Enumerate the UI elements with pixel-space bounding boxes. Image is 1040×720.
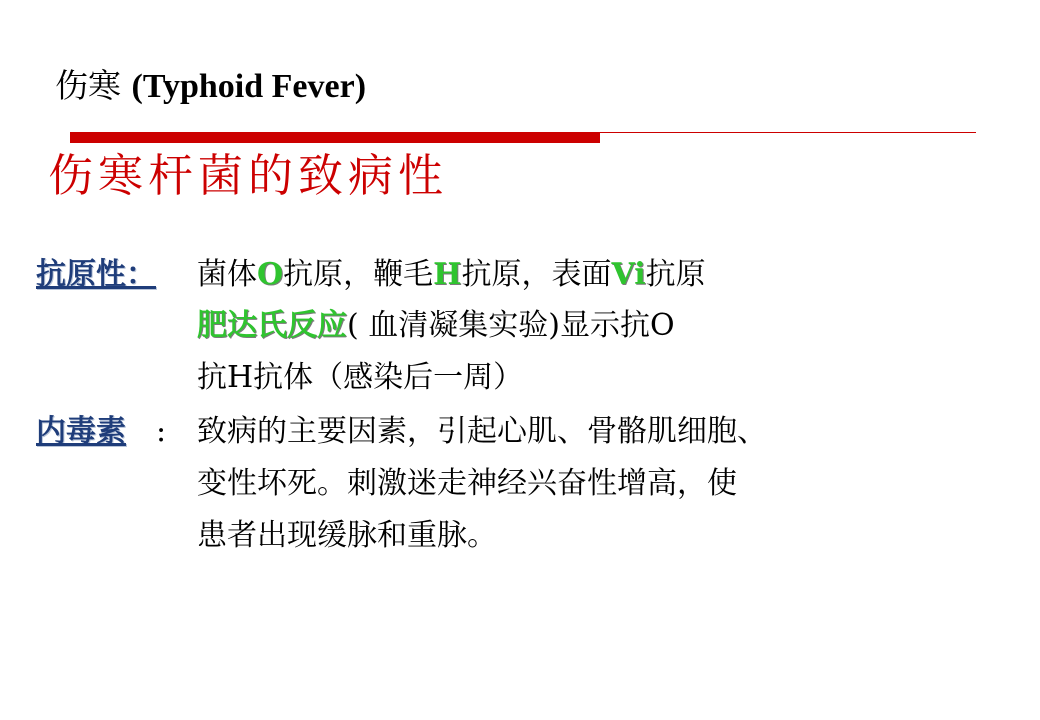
endotoxin-line-3: 患者出现缓脉和重脉。: [197, 518, 497, 553]
title-rule-thick: [70, 132, 600, 143]
antigen-line-3: 抗H抗体（感染后一周）: [197, 360, 524, 395]
endotoxin-colon: :: [156, 414, 167, 449]
antigen-line-2-rest: ( 血清凝集实验)显示抗O: [347, 308, 675, 343]
title-chinese: 伤寒: [55, 66, 121, 105]
widal-reaction-highlight: 肥达氏反应: [197, 308, 347, 343]
antigen-text-a: 菌体: [197, 257, 257, 292]
endotoxin-line-2: 变性坏死。刺激迷走神经兴奋性增高，使: [197, 466, 737, 501]
o-antigen-highlight: O: [257, 257, 284, 292]
h-antigen-highlight: H: [433, 257, 462, 292]
antigen-text-b: 抗原，鞭毛: [283, 257, 434, 292]
antigen-line-1: [197, 255, 706, 295]
antigen-line-2: [197, 306, 675, 346]
antigen-label: 抗原性：: [36, 257, 156, 292]
slide-subtitle: 伤寒杆菌的致病性: [48, 149, 449, 202]
endotoxin-label: 内毒素: [36, 414, 126, 449]
antigen-text-c: 抗原，表面: [461, 257, 612, 292]
title-rule-thin: [600, 132, 976, 133]
endotoxin-line-1: 致病的主要因素，引起心肌、骨骼肌细胞、: [197, 414, 767, 449]
slide-title: [55, 64, 366, 109]
antigen-text-d: 抗原: [645, 257, 706, 292]
title-english: (Typhoid Fever): [131, 68, 367, 105]
vi-antigen-highlight: Vi: [611, 257, 646, 292]
